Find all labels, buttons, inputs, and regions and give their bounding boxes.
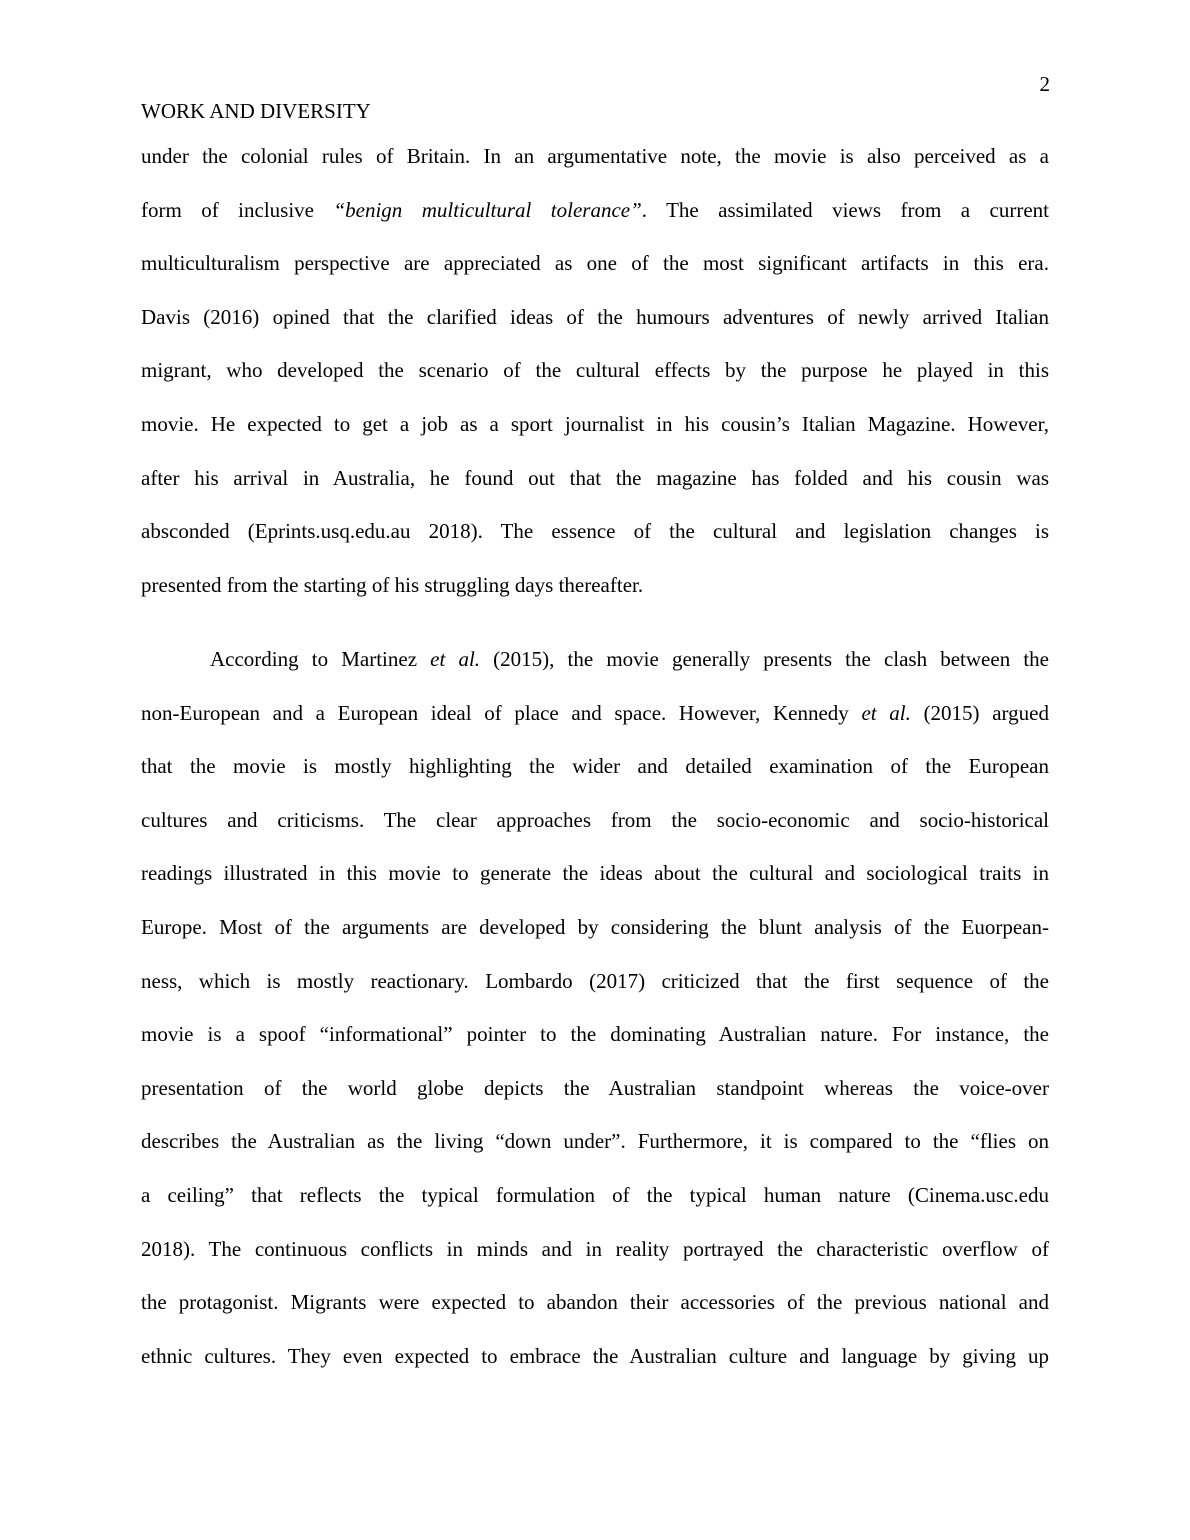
text-run: . The assimilated views from a current xyxy=(641,197,1049,222)
text-line: Europe. Most of the arguments are developed by considering the blunt analysis of the Euorpean- xyxy=(141,914,1049,939)
text-line: presented from the starting of his struggling days thereafter. xyxy=(141,572,644,597)
text-run: form of inclusive xyxy=(141,197,334,222)
text-run: non-European and a European ideal of place and space. However, Kennedy xyxy=(141,700,862,725)
text-line: absconded (Eprints.usq.edu.au 2018). The essence of the cultural and legislation changes is xyxy=(141,519,1049,544)
italic-quote: “benign multicultural tolerance” xyxy=(333,197,642,222)
paragraph-2 xyxy=(141,644,1049,1394)
text-line xyxy=(141,698,1049,752)
running-head: WORK AND DIVERSITY xyxy=(141,99,371,123)
text-line: that the movie is mostly highlighting the wider and detailed examination of the European xyxy=(141,754,1049,779)
text-line: ness, which is mostly reactionary. Lombardo (2017) criticized that the first sequence of the xyxy=(141,968,1049,993)
text-line: Davis (2016) opined that the clarified ideas of the humours adventures of newly arrived Italian xyxy=(141,304,1049,329)
text-line: a ceiling” that reflects the typical formulation of the typical human nature (Cinema.usc.edu xyxy=(141,1182,1049,1207)
text-line: migrant, who developed the scenario of the cultural effects by the purpose he played in this xyxy=(141,358,1049,383)
text-line: 2018). The continuous conflicts in minds and in reality portrayed the characteristic overflow of xyxy=(141,1236,1049,1261)
text-line: multiculturalism perspective are appreciated as one of the most significant artifacts in this era. xyxy=(141,251,1049,276)
text-line: describes the Australian as the living “down under”. Furthermore, it is compared to the “flies on xyxy=(141,1129,1049,1154)
italic-citation: et al. xyxy=(430,647,481,671)
text-line: ethnic cultures. They even expected to embrace the Australian culture and language by giving up xyxy=(141,1343,1049,1368)
text-line: movie is a spoof “informational” pointer to the dominating Australian nature. For instance, the xyxy=(141,1022,1049,1047)
text-run: (2015), the movie generally presents the clash between the xyxy=(480,647,1049,671)
text-line: under the colonial rules of Britain. In an argumentative note, the movie is also perceived as a xyxy=(141,144,1049,168)
text-line xyxy=(141,195,1049,249)
text-line: presentation of the world globe depicts the Australian standpoint whereas the voice-over xyxy=(141,1075,1049,1100)
text-line: readings illustrated in this movie to generate the ideas about the cultural and sociological traits in xyxy=(141,861,1049,886)
page-number: 2 xyxy=(1039,72,1050,96)
text-line: cultures and criticisms. The clear approaches from the socio-economic and socio-historical xyxy=(141,807,1049,832)
text-line: movie. He expected to get a job as a sport journalist in his cousin’s Italian Magazine. However, xyxy=(141,411,1049,436)
italic-citation: et al. xyxy=(861,700,911,725)
text-run: According to Martinez xyxy=(210,647,431,671)
text-run: (2015) argued xyxy=(910,700,1049,725)
text-line: the protagonist. Migrants were expected to abandon their accessories of the previous national and xyxy=(141,1290,1049,1315)
text-line xyxy=(141,644,1049,698)
paragraph-1 xyxy=(141,141,1049,623)
text-line: after his arrival in Australia, he found out that the magazine has folded and his cousin was xyxy=(141,465,1049,490)
